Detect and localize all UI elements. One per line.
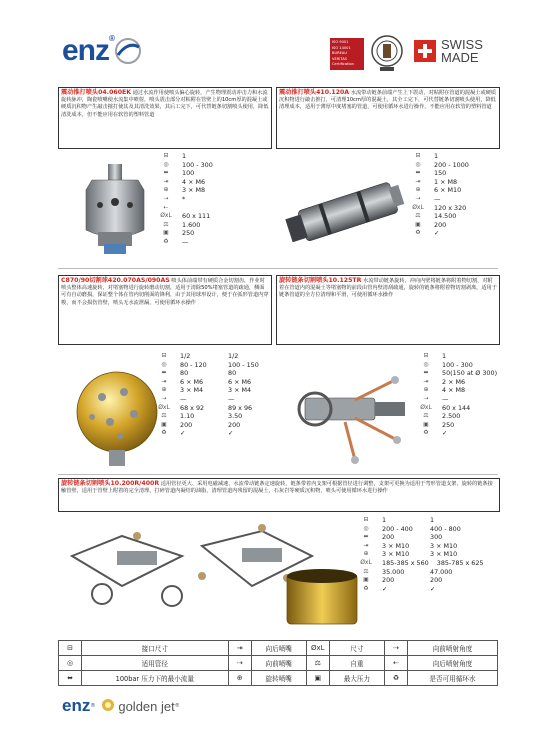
spec-row — [160, 161, 222, 170]
connection-icon: ⊟ — [161, 352, 167, 359]
spec-value-alt: 47.000 — [430, 567, 453, 576]
cert-line: ISO 14001 — [332, 45, 351, 50]
spec-row — [412, 221, 474, 230]
legend-label: 向前喷嘴 — [251, 656, 306, 671]
spec-value: 250 — [442, 420, 455, 429]
rotating-nozzle-icon: ⊕ — [161, 386, 167, 394]
section-divider — [58, 268, 498, 269]
cert-line: BUREAU VERITAS — [332, 51, 347, 61]
spec-value-alt: 89 x 96 — [228, 403, 253, 412]
spec-value-alt: 400 - 800 — [430, 524, 461, 533]
spec-row — [420, 352, 497, 361]
pipe-icon: ◎ — [363, 524, 369, 532]
rotating-nozzle-icon: ⊕ — [415, 186, 421, 194]
product-photo — [282, 172, 412, 256]
spec-value: 60 x 111 — [182, 212, 211, 221]
spec-row — [158, 378, 268, 387]
spec-value: ✓ — [434, 229, 440, 238]
spec-row — [158, 412, 268, 421]
recycle-icon: ♻ — [415, 229, 421, 237]
spec-value: 1.10 — [180, 412, 195, 421]
spec-row — [158, 429, 268, 438]
spec-value: 80 — [180, 369, 189, 378]
spec-row — [158, 404, 268, 413]
registered-mark: ® — [109, 34, 114, 43]
spec-list — [160, 152, 222, 247]
product-title: 震动推打喷头04.060EK — [61, 89, 132, 96]
pressure-icon: ▣ — [306, 671, 329, 686]
rear-angle-icon: ⇠ — [163, 203, 169, 211]
footer-product-name: golden jet — [118, 698, 175, 714]
spec-value-alt: 200 — [430, 576, 443, 585]
footer-registered-mark: ® — [90, 703, 96, 709]
spec-row — [360, 568, 484, 577]
size-icon: ØxL — [160, 212, 172, 220]
spec-row — [160, 212, 222, 221]
spec-value: 200 — [382, 576, 395, 585]
spec-value-alt: 385-785 x 625 — [436, 558, 484, 567]
spec-value-alt: 100 - 150 — [228, 360, 259, 369]
spec-value-alt: 200 — [228, 420, 241, 429]
spec-value: 1 — [442, 352, 447, 360]
spec-list — [412, 152, 474, 238]
swiss-made-badge — [414, 38, 483, 64]
spec-row — [160, 186, 222, 195]
spec-value-alt: ✓ — [228, 429, 234, 438]
footer-brand-name: enz — [62, 696, 91, 715]
spec-row — [420, 361, 497, 370]
spec-value: * — [182, 194, 186, 203]
spec-row — [420, 386, 497, 395]
iso-cert-badge — [330, 38, 364, 70]
spec-row — [160, 229, 222, 238]
connection-icon: ⊟ — [415, 152, 421, 159]
connection-icon: ⊟ — [363, 516, 369, 523]
spec-value: 50(150 at Ø 300) — [442, 369, 498, 378]
spec-row — [360, 585, 484, 594]
legend-label: 旋转喷嘴 — [251, 671, 306, 686]
spec-row — [158, 395, 268, 404]
spec-value: 185-385 x 560 — [382, 558, 429, 567]
spec-value: 250 — [182, 229, 195, 238]
product-title: C870/90切割球420.070AS/090AS — [61, 277, 170, 284]
cert-line: Certification — [332, 62, 354, 67]
spec-value-alt: 80 — [228, 369, 237, 378]
brand-swoosh-icon — [113, 37, 143, 69]
pipe-icon: ◎ — [59, 656, 82, 671]
forward-angle-icon: ⇢ — [384, 641, 407, 656]
bureau-veritas-seal-icon — [370, 34, 404, 76]
spec-value: 2.500 — [442, 412, 461, 421]
product-description — [61, 277, 269, 307]
weight-icon: ⚖ — [415, 212, 421, 220]
cert-line: ISO 9001 — [332, 40, 349, 44]
connection-icon: ⊟ — [423, 352, 429, 359]
pipe-icon: ◎ — [161, 360, 167, 368]
spec-value-alt: ✓ — [430, 584, 436, 593]
product-title: 旋转链条切割喷头10.200R/400R — [61, 480, 160, 487]
connection-icon: ⊟ — [163, 152, 169, 159]
spec-value: 1 — [182, 152, 187, 160]
front-nozzle-icon: ⇥ — [163, 177, 169, 185]
spec-value: 3 × M8 — [182, 186, 206, 195]
legend-label: 接口尺寸 — [82, 641, 229, 656]
pipe-icon: ◎ — [415, 160, 421, 168]
spec-row — [160, 152, 222, 161]
size-icon: ØxL — [158, 403, 170, 411]
spec-row — [360, 559, 484, 568]
spec-value: 1 — [382, 516, 387, 524]
pressure-icon: ▣ — [415, 220, 421, 228]
spec-value: 1.600 — [182, 220, 201, 229]
product-text: 水流带动链条前端产生上下震动，对粘附在管道的混凝土或硬质沉积物进行敲击推打，可清理10cm厚的混凝土，其全工完下，可代替链条切割喷头使用，降低清理成本，适用于薄厚中度堵塞的管道，可使用循环水进行操作，不能应用在软管的塑料管道 — [279, 90, 497, 111]
footer-brand — [62, 696, 180, 716]
spec-row — [420, 378, 497, 387]
spec-value: 2 × M6 — [442, 377, 466, 386]
spec-value: — — [434, 194, 441, 203]
spec-value: 150 — [434, 169, 447, 178]
spec-value: 1 — [434, 152, 439, 160]
spec-value-alt: 300 — [430, 533, 443, 542]
icon-legend-table — [58, 640, 498, 686]
spec-value: 60 x 144 — [442, 403, 471, 412]
weight-icon: ⚖ — [363, 567, 369, 575]
spec-row — [412, 152, 474, 161]
spec-list — [158, 352, 268, 438]
rotating-nozzle-icon: ⊕ — [423, 386, 429, 394]
product-photo — [70, 160, 160, 264]
spec-row — [160, 169, 222, 178]
front-nozzle-icon: ⇥ — [415, 177, 421, 185]
size-icon: ØxL — [360, 558, 372, 566]
flow-icon: ⬌ — [363, 533, 369, 541]
spec-row — [158, 352, 268, 361]
footer-product-reg: ® — [174, 703, 180, 709]
spec-row — [360, 533, 484, 542]
rotating-nozzle-icon: ⊕ — [363, 550, 369, 558]
front-nozzle-icon: ⇥ — [228, 641, 251, 656]
recycle-icon: ♻ — [363, 584, 369, 592]
spec-value-alt: 3 × M4 — [228, 386, 252, 395]
recycle-icon: ♻ — [163, 237, 169, 245]
legend-label: 适用管径 — [82, 656, 229, 671]
spec-value: 3 × M10 — [382, 550, 410, 559]
spec-value: 4 × M8 — [442, 386, 466, 395]
spec-row — [412, 186, 474, 195]
product-photo — [62, 516, 372, 632]
product-photo — [285, 360, 420, 474]
pressure-icon: ▣ — [363, 576, 369, 584]
spec-row — [160, 178, 222, 187]
legend-label: 自重 — [329, 656, 384, 671]
legend-label: 100bar 压力下的最小流量 — [82, 671, 229, 686]
spec-row — [420, 412, 497, 421]
spec-value: 14.500 — [434, 212, 457, 221]
spec-value: — — [442, 394, 449, 403]
product-description — [279, 277, 497, 300]
recycle-icon: ♻ — [384, 671, 407, 686]
spec-value-alt: 3 × M10 — [430, 541, 458, 550]
spec-value: 100 - 300 — [442, 360, 473, 369]
spec-value: 6 × M6 — [180, 377, 204, 386]
spec-value-alt: — — [228, 394, 235, 403]
spec-value-alt: 1/2 — [228, 352, 239, 360]
spec-value: ✓ — [180, 429, 186, 438]
spec-row — [360, 550, 484, 559]
spec-value: 68 x 92 — [180, 403, 205, 412]
product-text: 水流带动链条旋转，冲向内壁将链条将附着物切割，对附着在管道内的混凝土等堵塞物的前段由管内壁清刮疏通，旋转的链条将附着物切割剥离，适用于链条管道的全方位清理和平滑，可使用循环水操作 — [279, 278, 497, 299]
spec-row — [420, 369, 497, 378]
spec-value: 200 — [382, 533, 395, 542]
forward-nozzle-icon: ⇢ — [163, 194, 169, 202]
front-nozzle-icon: ⇥ — [423, 377, 429, 385]
legend-label: 最大压力 — [329, 671, 384, 686]
spec-value-alt: 3 × M10 — [430, 550, 458, 559]
product-text: 适用管径更大、采用电磁减速、水流带动链条定速旋转，链条带着内支架可根据管径进行调整，支架可更换为适用于弯形管道支架，旋转的链条接触管壁，适用于管壁上附着的完全清理，打碎管道内凝结的油脂，清理管道内残留的混凝土，石灰岩等硬质沉积物，喷头可使用循环水进行操作 — [61, 481, 493, 495]
product-photo — [62, 362, 172, 476]
spec-value: ✓ — [382, 584, 388, 593]
legend-label: 向后喷嘴 — [251, 641, 306, 656]
weight-icon: ⚖ — [163, 220, 169, 228]
pressure-icon: ▣ — [163, 229, 169, 237]
spec-value: 1 × M8 — [434, 177, 458, 186]
spec-value: 200 - 400 — [382, 524, 413, 533]
flow-icon: ⬌ — [161, 369, 167, 377]
legend-row — [59, 656, 498, 671]
legend-row — [59, 641, 498, 656]
pressure-icon: ▣ — [423, 420, 429, 428]
brand-logo — [62, 34, 114, 68]
spec-row — [160, 204, 222, 213]
spec-value-alt: 3.50 — [228, 412, 243, 421]
spec-row — [412, 169, 474, 178]
rotating-nozzle-icon: ⊕ — [228, 671, 251, 686]
product-description — [61, 89, 269, 119]
pressure-icon: ▣ — [161, 420, 167, 428]
weight-icon: ⚖ — [306, 656, 329, 671]
weight-icon: ⚖ — [423, 412, 429, 420]
spec-row — [420, 395, 497, 404]
pipe-icon: ◎ — [423, 360, 429, 368]
pipe-icon: ◎ — [163, 160, 169, 168]
spec-value: 4 × M6 — [182, 177, 206, 186]
spec-row — [420, 421, 497, 430]
legend-label: 尺寸 — [329, 641, 384, 656]
spec-row — [420, 429, 497, 438]
weight-icon: ⚖ — [161, 412, 167, 420]
spec-row — [158, 369, 268, 378]
spec-row — [360, 576, 484, 585]
size-icon: ØxL — [412, 203, 424, 211]
spec-value-alt: 1 — [430, 516, 435, 524]
spec-value: 200 - 1000 — [434, 160, 469, 169]
spec-row — [360, 525, 484, 534]
forward-nozzle-icon: ⇢ — [415, 194, 421, 202]
front-nozzle-icon: ⇥ — [161, 377, 167, 385]
flow-icon: ⬌ — [415, 169, 421, 177]
product-description — [61, 480, 495, 495]
product-title: 旋转链条切割喷头10.125TR — [279, 277, 362, 284]
spec-value: 200 — [180, 420, 193, 429]
spec-value: 1/2 — [180, 352, 191, 360]
spec-value: 80 - 120 — [180, 360, 207, 369]
spec-value: ✓ — [442, 429, 448, 438]
spec-row — [412, 161, 474, 170]
spec-value-alt: 6 × M6 — [228, 377, 252, 386]
size-icon: ØxL — [306, 641, 329, 656]
spec-row — [158, 386, 268, 395]
spec-row — [412, 212, 474, 221]
spec-row — [412, 229, 474, 238]
spec-row — [160, 195, 222, 204]
legend-label: 向后喷射角度 — [407, 656, 497, 671]
spec-value: 200 — [434, 220, 447, 229]
spec-value: 6 × M10 — [434, 186, 462, 195]
product-description — [279, 89, 497, 112]
legend-label: 向前喷射角度 — [407, 641, 497, 656]
spec-value: 120 x 320 — [434, 203, 467, 212]
made-text: MADE — [441, 50, 479, 65]
brand-name: enz — [62, 34, 110, 67]
recycle-icon: ♻ — [161, 429, 167, 437]
spec-row — [412, 195, 474, 204]
spec-row — [160, 221, 222, 230]
spec-value: — — [182, 237, 189, 246]
legend-label: 是否可用循环水 — [407, 671, 497, 686]
spec-value: 3 × M10 — [382, 541, 410, 550]
product-text: 通过水流作用使喷头偏心旋转，产生物理震动冲击力和水流旋转脉冲，陶瓷喷嘴使水流集中喷射，喷头震击部分对粘附在管壁上的10cm厚的混凝土或硬质沉积物产生敲击摧打使其及其清洗效果，其后工完下，可代替链条切割喷头使用，降低清洗成本，但不能应用在软管的塑料管道 — [61, 90, 269, 118]
flow-icon: ⬌ — [163, 169, 169, 177]
product-title: 震动推打喷头410.120A — [279, 89, 350, 96]
spec-list — [420, 352, 497, 438]
forward-nozzle-icon: ⇢ — [161, 394, 167, 402]
spec-row — [412, 178, 474, 187]
spec-value: 100 - 300 — [182, 160, 213, 169]
recycle-icon: ♻ — [423, 429, 429, 437]
golden-jet-icon — [101, 697, 115, 716]
connection-icon: ⊟ — [59, 641, 82, 656]
section-divider — [58, 474, 498, 475]
size-icon: ØxL — [420, 403, 432, 411]
flow-icon: ⬌ — [423, 369, 429, 377]
swiss-flag-icon — [414, 40, 436, 62]
spec-row — [158, 421, 268, 430]
spec-value: 35.000 — [382, 567, 405, 576]
legend-row — [59, 671, 498, 686]
spec-row — [412, 204, 474, 213]
spec-row — [360, 516, 484, 525]
spec-value: 3 × M4 — [180, 386, 204, 395]
spec-row — [160, 238, 222, 247]
forward-nozzle-icon: ⇢ — [228, 656, 251, 671]
front-nozzle-icon: ⇥ — [363, 541, 369, 549]
spec-row — [360, 542, 484, 551]
spec-list — [360, 516, 484, 593]
product-text: 喷头体前端带有硬质合金切割齿，作业时喷头整体高速旋转，对堵塞物进行旋转磨动切割，适用于清除50%堵塞管道的疏通，侧面可有自动磨损，保证整个体在管内切削面的锋利，由于其用球形设计，便于在弧形管道内穿梭，而不会损伤管壁，喷头无水流泄漏，可使用循环水操作 — [61, 278, 269, 306]
spec-row — [420, 404, 497, 413]
rotating-nozzle-icon: ⊕ — [163, 186, 169, 194]
spec-row — [158, 361, 268, 370]
spec-value: — — [180, 394, 187, 403]
forward-nozzle-icon: ⇢ — [423, 394, 429, 402]
spec-value: 100 — [182, 169, 195, 178]
swiss-text: SWISS — [441, 37, 483, 52]
flow-icon: ⬌ — [59, 671, 82, 686]
rear-angle-icon: ⇠ — [384, 656, 407, 671]
